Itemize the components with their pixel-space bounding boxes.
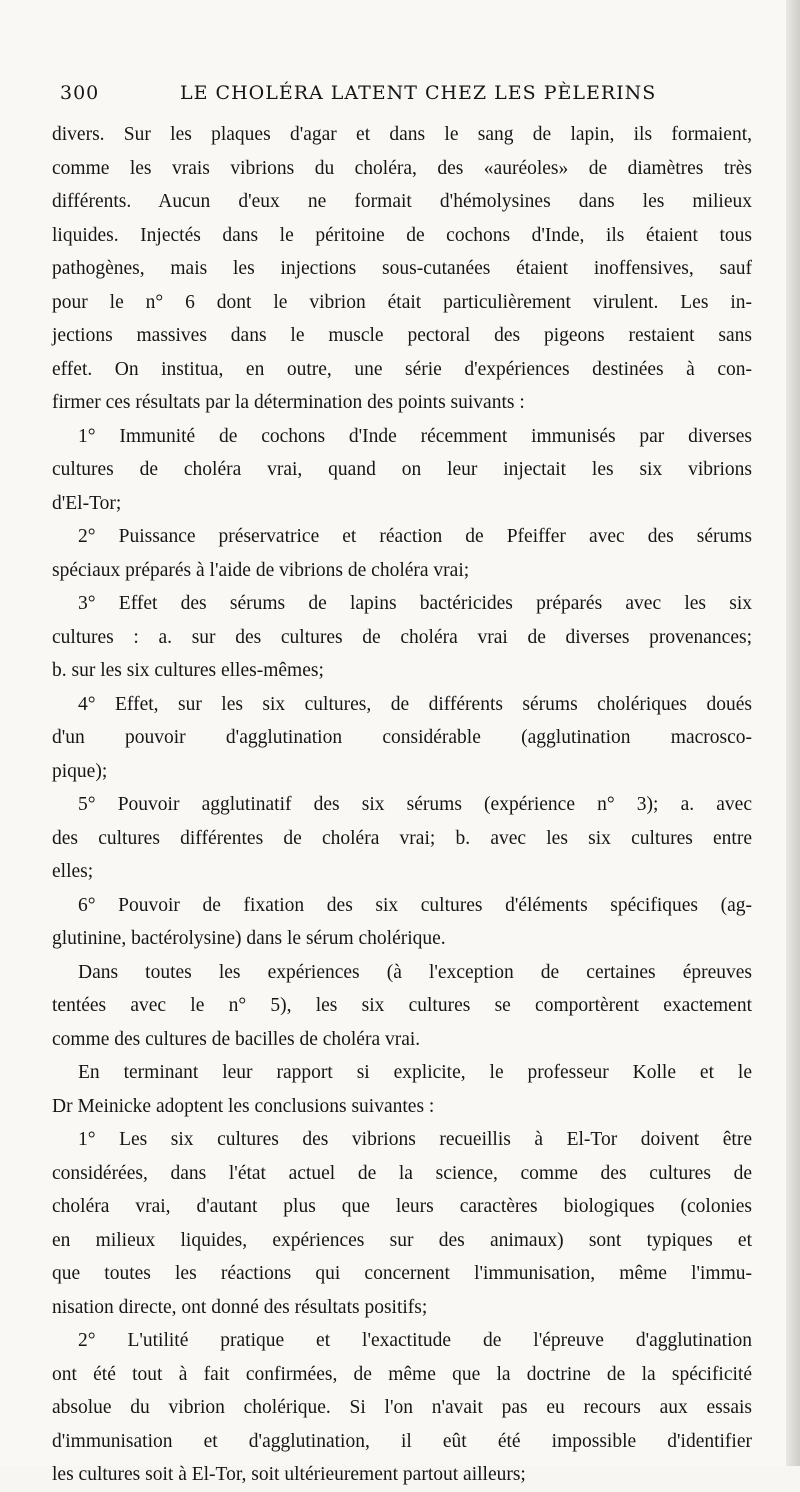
list-item-line: 1° Les six cultures des vibrions recueillis à El-Tor doivent être — [78, 1129, 752, 1150]
text-line: d'un pouvoir d'agglutination considérable (agglutination macrosco- — [52, 727, 752, 748]
list-item-line: 1° Immunité de cochons d'Inde récemment immunisés par diverses — [78, 425, 752, 447]
text-line: spéciaux préparés à l'aide de vibrions de choléra vrai; — [52, 559, 470, 581]
page-number: 300 — [60, 82, 100, 104]
text-line: cultures : a. sur des cultures de choléra vrai de diverses provenances; — [52, 626, 752, 648]
text-line: absolue du vibrion cholérique. Si l'on n'avait pas eu recours aux essais — [52, 1397, 752, 1418]
paragraph-start-line: Dans toutes les expériences (à l'exception de certaines épreuves — [78, 961, 752, 983]
text-line: d'immunisation et d'agglutination, il eût été impossible d'identifier — [52, 1430, 752, 1452]
text-line: elles; — [52, 861, 94, 882]
text-line: ont été tout à fait confirmées, de même que la doctrine de la spécificité — [52, 1363, 752, 1385]
text-line: les cultures soit à El-Tor, soit ultérieurement partout ailleurs; — [52, 1464, 526, 1485]
text-line: glutinine, bactérolysine) dans le sérum cholérique. — [52, 928, 446, 949]
text-line: liquides. Injectés dans le péritoine de cochons d'Inde, ils étaient tous — [52, 224, 752, 246]
text-line: différents. Aucun d'eux ne formait d'hémolysines dans les milieux — [52, 191, 752, 212]
text-line: firmer ces résultats par la détermination des points suivants : — [52, 392, 525, 413]
text-line: pour le n° 6 dont le vibrion était particulièrement virulent. Les in- — [52, 291, 752, 313]
text-line: comme les vrais vibrions du choléra, des «auréoles» de diamètres très — [52, 157, 752, 179]
text-line: choléra vrai, d'autant plus que leurs caractères biologiques (colonies — [52, 1196, 752, 1217]
list-item-line: 3° Effet des sérums de lapins bactéricides préparés avec les six — [78, 593, 752, 614]
text-line: considérées, dans l'état actuel de la science, comme des cultures de — [52, 1162, 752, 1184]
text-line: b. sur les six cultures elles-mêmes; — [52, 660, 324, 681]
scan-edge-shadow — [786, 0, 800, 1466]
list-item-line: 4° Effet, sur les six cultures, de différents sérums cholériques doués — [78, 693, 752, 715]
text-line: comme des cultures de bacilles de choléra vrai. — [52, 1028, 421, 1050]
running-head: LE CHOLÉRA LATENT CHEZ LES PÈLERINS — [180, 82, 657, 104]
body-text — [52, 118, 752, 1492]
text-line: cultures de choléra vrai, quand on leur injectait les six vibrions — [52, 459, 752, 480]
text-line: pique); — [52, 760, 108, 782]
paragraph-start-line: En terminant leur rapport si explicite, le professeur Kolle et le — [78, 1062, 752, 1083]
text-line: tentées avec le n° 5), les six cultures se comportèrent exactement — [52, 995, 752, 1016]
page-header — [60, 82, 740, 114]
text-line: Dr Meinicke adoptent les conclusions suivantes : — [52, 1095, 435, 1117]
text-line: d'El-Tor; — [52, 492, 122, 514]
text-line: nisation directe, ont donné des résultats positifs; — [52, 1296, 428, 1318]
text-line: effet. On institua, en outre, une série d'expériences destinées à con- — [52, 358, 752, 380]
list-item-line: 6° Pouvoir de fixation des six cultures d'éléments spécifiques (ag- — [78, 894, 752, 916]
text-line: en milieux liquides, expériences sur des animaux) sont typiques et — [52, 1229, 752, 1251]
text-line: que toutes les réactions qui concernent l'immunisation, même l'immu- — [52, 1263, 752, 1284]
list-item-line: 2° L'utilité pratique et l'exactitude de l'épreuve d'agglutination — [78, 1330, 752, 1351]
text-line: divers. Sur les plaques d'agar et dans le sang de lapin, ils formaient, — [52, 124, 752, 145]
list-item-line: 5° Pouvoir agglutinatif des six sérums (expérience n° 3); a. avec — [78, 794, 752, 815]
text-line: jections massives dans le muscle pectoral des pigeons restaient sans — [52, 325, 752, 346]
text-line: des cultures différentes de choléra vrai; b. avec les six cultures entre — [52, 827, 752, 849]
text-line: pathogènes, mais les injections sous-cutanées étaient inoffensives, sauf — [52, 258, 752, 279]
list-item-line: 2° Puissance préservatrice et réaction de Pfeiffer avec des sérums — [78, 526, 752, 547]
